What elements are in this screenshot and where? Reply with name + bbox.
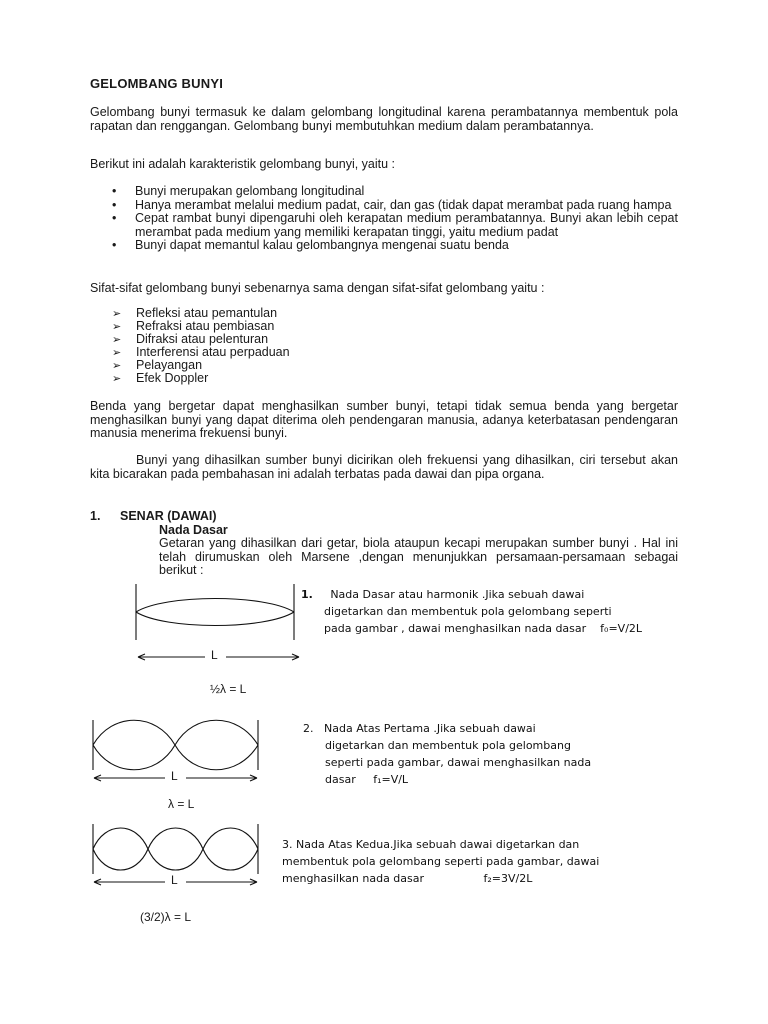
caption-line: dasar (325, 773, 356, 786)
second-overtone-caption (282, 836, 682, 887)
caption-line: Nada Atas Pertama .Jika sebuah dawai (324, 722, 536, 735)
caption-line: membentuk pola gelombang seperti pada gambar, dawai (282, 855, 600, 868)
caption-line: digetarkan dan membentuk pola gelombang seperti (324, 605, 612, 618)
list-item: • Cepat rambat bunyi dipengaruhi oleh kerapatan medium perambatannya. Bunyi akan lebih cepat merambat pada medium yang memiliki kerapatan tinggi, yaitu medium padat (112, 212, 678, 239)
wavelength-relation: ½λ = L (210, 682, 247, 696)
caption-line: Nada Dasar atau harmonik .Jika sebuah dawai (330, 588, 585, 601)
list-item: ➢ Interferensi atau perpaduan (112, 346, 290, 359)
section-text: Getaran yang dihasilkan dari getar, biola ataupun kecapi merupakan sumber bunyi . Hal ini telah dirumuskan oleh Marsene ,dengan menunjukkan persamaan-persamaan sebagai berikut : (159, 536, 678, 578)
section-number: 1. (90, 509, 101, 523)
caption-line: Nada Atas Kedua.Jika sebuah dawai digetarkan dan (296, 838, 580, 851)
formula: f₂=3V/2L (483, 872, 533, 885)
properties-intro: Sifat-sifat gelombang bunyi sebenarnya sama dengan sifat-sifat gelombang yaitu : (90, 281, 545, 295)
sources-paragraph: Benda yang bergetar dapat menghasilkan sumber bunyi, tetapi tidak semua benda yang bergetar menghasilkan bunyi yang dapat diterima oleh pendengaran manusia, adanya keterbatasan pendengaran manusia menerima frekuensi bunyi. (90, 399, 678, 441)
caption-number: 3. (282, 838, 293, 851)
wavelength-relation: λ = L (168, 797, 195, 811)
length-label: L (171, 769, 178, 783)
length-label: L (171, 873, 178, 887)
list-item: • Hanya merambat melalui medium padat, cair, dan gas (tidak dapat merambat pada ruang hampa (112, 199, 678, 213)
list-item: ➢ Refraksi atau pembiasan (112, 320, 290, 333)
first-overtone-caption (303, 720, 643, 788)
list-item: • Bunyi dapat memantul kalau gelombangnya mengenai suatu benda (112, 239, 678, 253)
list-item: • Bunyi merupakan gelombang longitudinal (112, 185, 678, 199)
fundamental-caption (301, 586, 681, 637)
caption-line: seperti pada gambar, dawai menghasilkan nada (325, 756, 592, 769)
list-item: ➢ Efek Doppler (112, 372, 290, 385)
list-item: ➢ Pelayangan (112, 359, 290, 372)
characteristics-intro: Berikut ini adalah karakteristik gelombang bunyi, yaitu : (90, 157, 396, 171)
wavelength-relation: (3/2)λ = L (140, 910, 192, 924)
caption-line: pada gambar , dawai menghasilkan nada dasar (324, 622, 587, 635)
caption-line: menghasilkan nada dasar (282, 872, 425, 885)
list-item: ➢ Difraksi atau pelenturan (112, 333, 290, 346)
frequency-paragraph: Bunyi yang dihasilkan sumber bunyi dicirikan oleh frekuensi yang dihasilkan, ciri tersebut akan kita bicarakan pada pembahasan ini adalah terbatas pada dawai dan pipa organa. (90, 453, 678, 481)
formula: f₀=V/2L (600, 622, 643, 635)
section-title: SENAR (DAWAI) (120, 509, 217, 523)
formula: f₁=V/L (373, 773, 409, 786)
list-item: ➢ Refleksi atau pemantulan (112, 307, 290, 320)
section-subheading: Nada Dasar (159, 523, 228, 537)
document-title: GELOMBANG BUNYI (90, 76, 223, 91)
intro-paragraph: Gelombang bunyi termasuk ke dalam gelombang longitudinal karena perambatannya membentuk pola rapatan dan renggangan. Gelombang bunyi membutuhkan medium dalam perambatannya. (90, 105, 678, 133)
length-label: L (211, 648, 218, 662)
caption-line: digetarkan dan membentuk pola gelombang (325, 739, 571, 752)
caption-number: 1. (301, 588, 313, 601)
caption-number: 2. (303, 722, 314, 735)
